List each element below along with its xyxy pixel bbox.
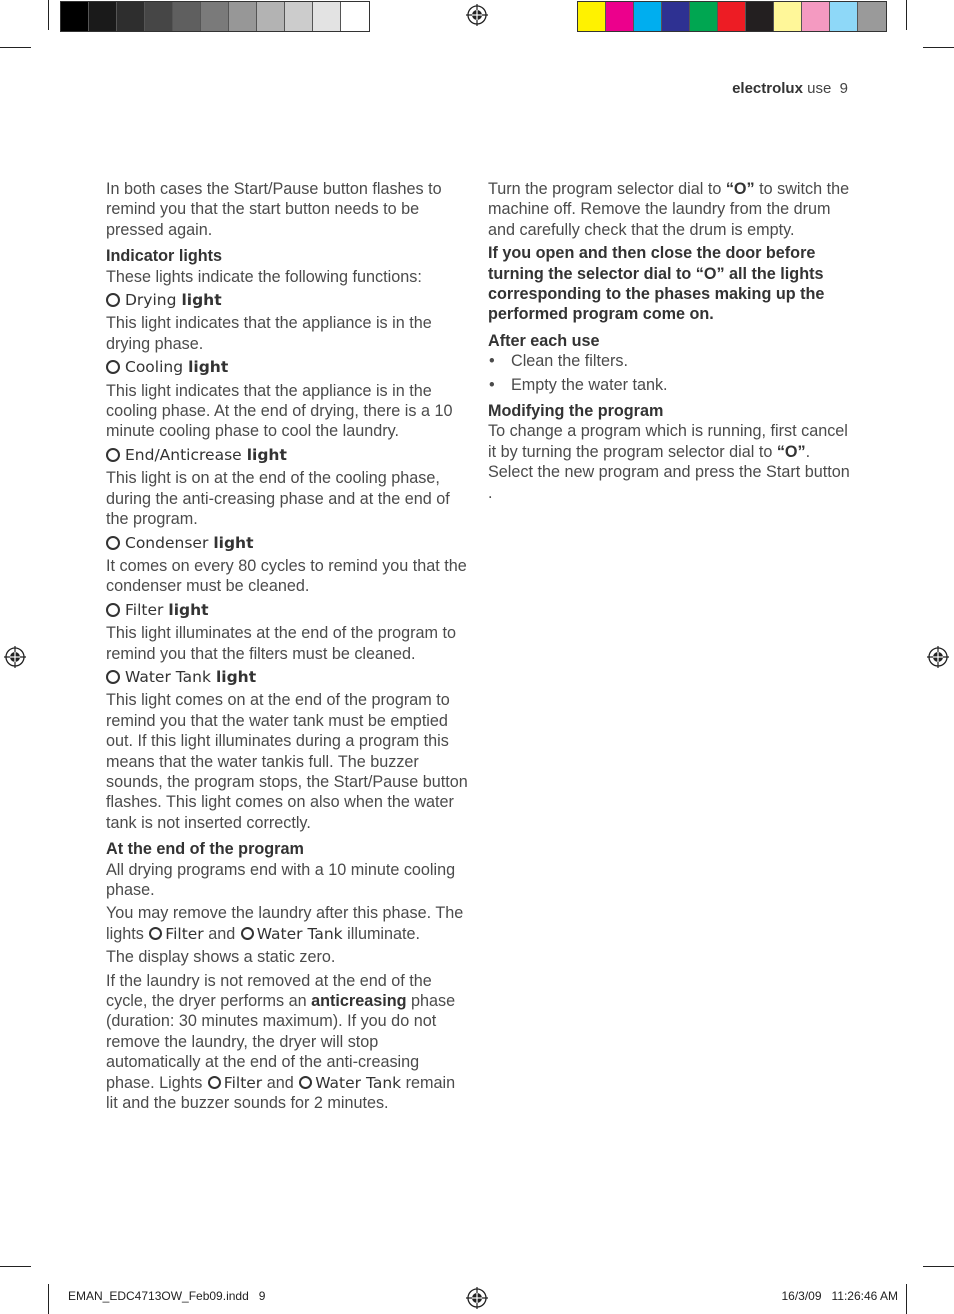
end-of-program-heading: At the end of the program [106,840,304,859]
end-paragraph-4 [106,971,468,1114]
light-ring-icon [106,603,120,617]
color-swatch [229,2,257,31]
color-swatch [285,2,313,31]
light-ring-icon [106,293,120,307]
light-name: Water Tank [125,667,211,686]
section-name: use [807,80,832,97]
after-each-use-list [488,351,850,395]
light-suffix: light [188,358,229,377]
grayscale-color-bar [60,1,370,32]
light-suffix: light [213,533,254,552]
light-label-condenser [106,533,468,553]
light-name: Drying [125,291,177,310]
color-swatch [802,2,830,31]
crop-mark [0,1266,31,1267]
light-name: Filter [125,600,164,619]
color-swatch [313,2,341,31]
color-swatch [61,2,89,31]
light-description: It comes on every 80 cycles to remind you that the condenser must be cleaned. [106,556,467,596]
color-swatch [690,2,718,31]
crop-mark [923,1266,954,1267]
crop-mark [923,47,954,48]
crop-mark [906,1284,907,1314]
light-name: End/Anticrease [125,445,242,464]
light-description: This light comes on at the end of the program to remind you that the water tank must be emptied out. If this light illuminates during a program this means that the water tankis full. The buzzer sounds, the program stops, the Start/Pause button flashes. This light comes on also when the water tank is not inserted correctly. [106,691,468,832]
color-swatch [201,2,229,31]
color-swatch [606,2,634,31]
color-swatch [830,2,858,31]
text-run: illuminate. [347,924,421,943]
page-number: 9 [839,80,848,97]
slug-timestamp: 16/3/09 11:26:46 AM [781,1289,898,1303]
color-swatch [117,2,145,31]
text-run-bold: “O” [725,180,755,198]
running-head [732,80,848,97]
light-label-end-anticrease [106,445,468,465]
text-run: To change a program which is running, first cancel it by turning the program selector dial to [488,422,848,461]
light-ring-icon [106,536,120,550]
light-description: This light illuminates at the end of the program to remind you that the filters must be cleaned. [106,624,457,663]
light-label-drying [106,290,468,310]
list-item: • Empty the water tank. [488,375,850,395]
inline-light-water-tank [298,1074,401,1092]
color-swatch [774,2,802,31]
light-name: Condenser [125,533,209,552]
text-run: Turn the program selector dial to [488,180,722,198]
light-name: Filter [223,1073,263,1092]
registration-mark-icon [4,646,26,668]
crop-mark [0,47,31,48]
after-each-use-heading: After each use [488,331,600,350]
end-paragraph-3: The display shows a static zero. [106,948,336,967]
indicator-lights-intro: These lights indicate the following functions: [106,267,422,286]
indicator-light-list [106,290,468,833]
inline-light-filter [148,925,203,943]
text-run: remain lit and the buzzer sounds for 2 minutes. [106,1073,456,1113]
left-column [106,179,468,1116]
text-run: to switch the machine off. Remove the laundry from the drum and carefully check that the drum is empty. [488,180,850,239]
end-paragraph-2 [106,903,468,944]
color-swatch [718,2,746,31]
light-description: This light indicates that the appliance is in the drying phase. [106,314,432,353]
light-label-filter [106,600,468,620]
indicator-lights-heading: Indicator lights [106,247,223,266]
color-swatch [341,2,369,31]
light-ring-icon [106,670,120,684]
color-swatch [578,2,606,31]
light-ring-icon [106,448,120,462]
light-name: Filter [165,924,204,943]
light-ring-icon [106,360,120,374]
light-suffix: light [215,667,257,686]
switch-off-paragraph [488,179,850,240]
light-name: Water Tank [256,924,343,943]
light-name: Cooling [125,358,184,377]
light-label-water-tank [106,667,468,687]
light-suffix: light [168,600,209,619]
color-swatch [746,2,774,31]
text-run-bold: anticreasing [311,992,407,1011]
list-item: • Clean the filters. [488,351,850,371]
light-ring-icon [208,1076,221,1089]
inline-light-filter [207,1074,262,1092]
text-run: phase (duration: 30 minutes maximum). If you do not remove the laundry, the dryer will stop automatically at the end of the anti-creasing phase. Lights [106,992,456,1092]
light-suffix: light [246,445,287,464]
color-swatch [858,2,886,31]
end-paragraph-1: All drying programs end with a 10 minute cooling phase. [106,860,456,899]
light-ring-icon [299,1076,312,1089]
light-ring-icon [149,927,162,940]
text-run: You may remove the laundry after this phase. The lights [106,904,464,943]
light-description: This light indicates that the appliance is in the cooling phase. At the end of drying, there is a 10 minute cooling phase to cool the laundry. [106,381,453,441]
process-color-bar [577,1,887,32]
color-swatch [89,2,117,31]
registration-mark-icon [466,4,488,26]
color-swatch [145,2,173,31]
registration-mark-icon [466,1287,488,1309]
crop-mark [906,0,907,30]
modifying-program-paragraph [488,421,850,503]
light-description: This light is on at the end of the cooling phase, during the anti-creasing phase and at the end of the program. [106,469,450,529]
text-run: . Select the new program and press the Start button . [488,442,850,502]
text-run: and [266,1073,294,1092]
crop-mark [48,1284,49,1314]
text-run: If the laundry is not removed at the end of the cycle, the dryer performs an [106,971,432,1011]
door-warning-paragraph: If you open and then close the door before turning the selector dial to “O” all the lights corresponding to the phases making up the performed program come on. [488,244,825,324]
color-swatch [634,2,662,31]
color-swatch [662,2,690,31]
intro-paragraph: In both cases the Start/Pause button flashes to remind you that the start button needs to be pressed again. [106,180,442,239]
modifying-program-heading: Modifying the program [488,402,664,421]
color-swatch [257,2,285,31]
text-run-bold: “O” [776,442,806,461]
inline-light-water-tank [240,925,343,943]
light-name: Water Tank [315,1073,402,1092]
color-swatch [173,2,201,31]
light-label-cooling [106,357,468,377]
brand-name: electrolux [732,80,803,97]
crop-mark [48,0,49,30]
registration-mark-icon [927,646,949,668]
light-ring-icon [241,927,254,940]
text-run: and [208,924,236,943]
right-column [488,179,850,506]
light-suffix: light [181,291,222,310]
slug-file-name: EMAN_EDC4713OW_Feb09.indd 9 [68,1289,266,1303]
